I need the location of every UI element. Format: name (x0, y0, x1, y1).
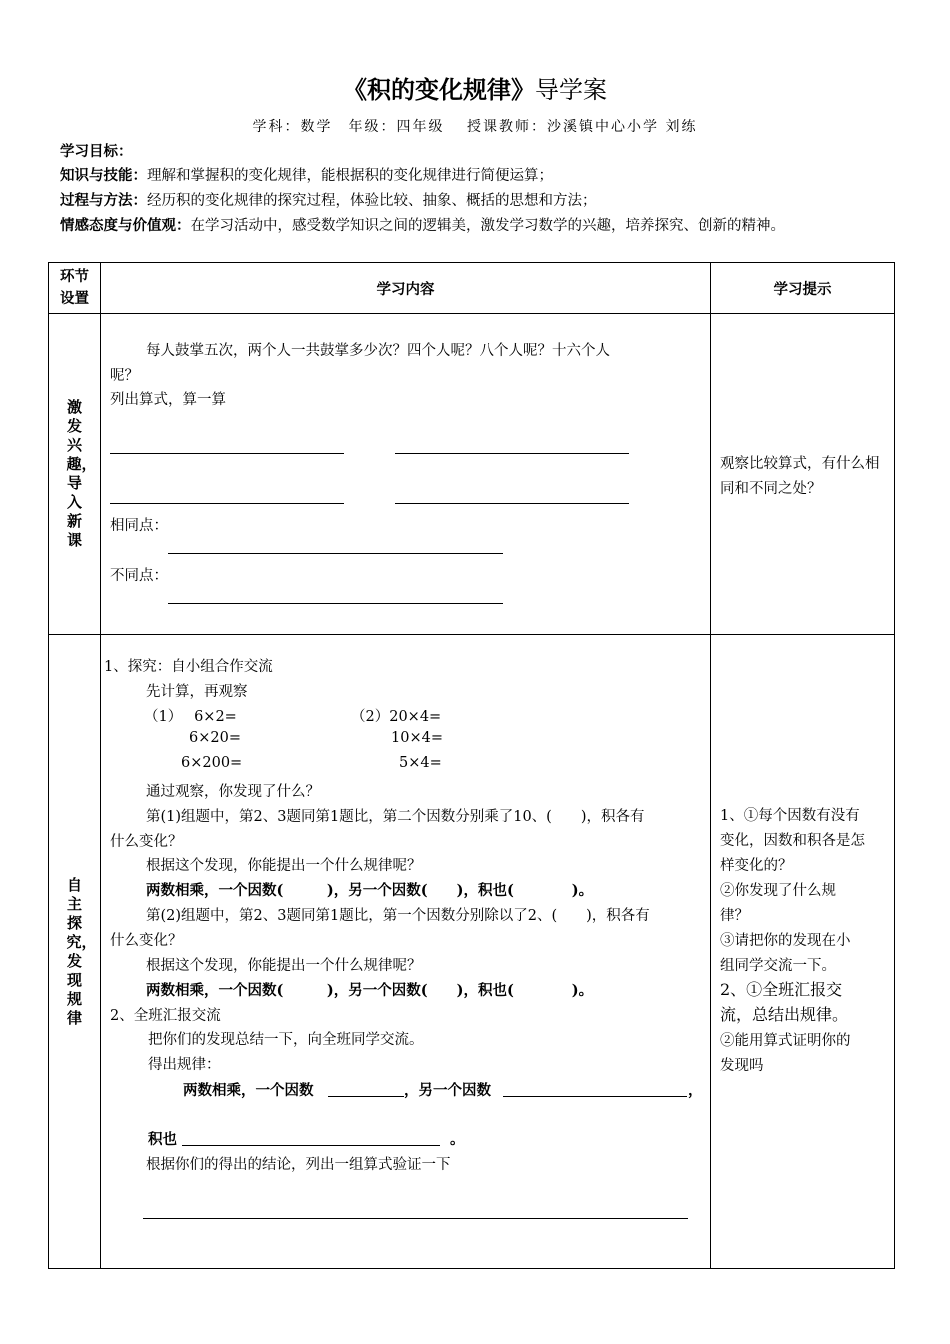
header-section-line2: 设置 (60, 290, 89, 307)
rule-blank[interactable] (182, 1145, 440, 1146)
table-header-row (49, 263, 895, 314)
explore-line: 什么变化？ (110, 834, 183, 850)
section1-instruction: 列出算式，算一算 (110, 392, 226, 408)
hint-line: 1、①每个因数有没有 (720, 808, 860, 824)
rule-b: ，另一个因数 (404, 1082, 491, 1099)
section1-content (101, 314, 711, 635)
verify-blank[interactable] (143, 1218, 688, 1219)
rule-blank[interactable] (503, 1096, 687, 1097)
problem-2-1: （2）20×4= (351, 709, 442, 725)
diff-point-label: 不同点： (110, 568, 168, 584)
section1-label (49, 314, 101, 635)
hint-line: 律？ (720, 908, 749, 924)
page-title (0, 70, 950, 105)
rule-e: 。 (450, 1131, 465, 1148)
section1-question: 每人鼓掌五次，两个人一共鼓掌多少次？四个人呢？八个人呢？十六个人 (146, 343, 610, 359)
problem-1-1: （1） 6×2= (144, 709, 237, 725)
hint-line: 变化，因数和积各是怎 (720, 833, 865, 849)
hint-line: 流，总结出规律。 (720, 1005, 849, 1024)
explore-line: 根据这个发现，你能提出一个什么规律呢？ (146, 858, 422, 874)
rule-a: 两数相乘，一个因数 (183, 1082, 314, 1099)
section1-label-text: 激发兴趣，导入新课 (66, 398, 97, 549)
objective-text: 在学习活动中，感受数学知识之间的逻辑美，激发学习数学的兴趣，培养探究、创新的精神。 (190, 218, 785, 234)
section1-hint: 观察比较算式，有什么相同和不同之处？ (720, 456, 880, 497)
same-point-line[interactable] (168, 553, 503, 554)
explore-line: 先计算，再观察 (146, 684, 248, 700)
explore-line: 根据这个发现，你能提出一个什么规律呢？ (146, 958, 422, 974)
subtitle: 学科：数学 年级：四年级 授课教师：沙溪镇中心小学 刘练 (252, 119, 698, 135)
hint-line: 发现吗 (720, 1058, 764, 1074)
rule-heading: 得出规律： (148, 1057, 221, 1073)
answer-line[interactable] (395, 503, 629, 504)
section2-label-text: 自主探究，发现规律 (66, 875, 97, 1027)
rule-fill-1: 两数相乘，一个因数( )，另一个因数( )，积也( )。 (146, 882, 594, 899)
diff-point-line[interactable] (168, 603, 503, 604)
header-content: 学习内容 (101, 263, 711, 314)
hint-line: ③请把你的发现在小 (720, 933, 851, 949)
same-point-label: 相同点： (110, 518, 168, 534)
hint-line: 组同学交流一下。 (720, 958, 836, 974)
problem-1-3: 6×200= (181, 755, 243, 771)
objective-label: 情感态度与价值观： (60, 217, 191, 234)
problem-1-2: 6×20= (189, 730, 241, 746)
objective-label: 过程与方法： (60, 192, 147, 209)
problem-2-3: 5×4= (399, 755, 442, 771)
report-line: 把你们的发现总结一下，向全班同学交流。 (148, 1032, 424, 1048)
answer-line[interactable] (395, 453, 629, 454)
section2-label (49, 635, 101, 1269)
explore-line: 第(2)组题中，第2、3题同第1题比，第一个因数分别除以了2、( )，积各有 (146, 908, 650, 924)
lesson-table (48, 262, 895, 1269)
objective-text: 经历积的变化规律的探究过程，体验比较、抽象、概括的思想和方法； (147, 193, 597, 209)
verify-line: 根据你们的得出的结论，列出一组算式验证一下 (146, 1157, 451, 1173)
answer-line[interactable] (110, 453, 344, 454)
hint-line: ②你发现了什么规 (720, 883, 836, 899)
objective-label: 知识与技能： (60, 167, 147, 184)
hint-line: ②能用算式证明你的 (720, 1033, 851, 1049)
report-heading: 2、全班汇报交流 (110, 1008, 221, 1024)
objective-attitude (60, 214, 785, 235)
objective-process (60, 189, 597, 210)
rule-fill-2: 两数相乘，一个因数( )，另一个因数( )，积也( )。 (146, 982, 594, 999)
explore-line: 什么变化？ (110, 933, 183, 949)
objective-text: 理解和掌握积的变化规律，能根据积的变化规律进行简便运算； (147, 168, 553, 184)
header-section (49, 263, 101, 314)
hint-line: 样变化的？ (720, 858, 793, 874)
page-title-main: 《积的变化规律》 (343, 75, 535, 104)
page-title-suffix: 导学案 (535, 76, 607, 104)
section2-hint-cell (711, 635, 895, 1269)
rule-c: ， (688, 1082, 703, 1099)
problem-2-2: 10×4= (391, 730, 443, 746)
rule-blank[interactable] (328, 1096, 404, 1097)
answer-line[interactable] (110, 503, 344, 504)
explore-line: 通过观察，你发现了什么？ (146, 784, 320, 800)
header-hint: 学习提示 (711, 263, 895, 314)
hint-line: 2、①全班汇报交 (720, 980, 843, 999)
explore-heading: 1、探究：自小组合作交流 (104, 659, 273, 675)
objective-knowledge (60, 164, 553, 185)
section1-question-cont: 呢？ (110, 368, 139, 384)
header-section-line1: 环节 (60, 268, 89, 285)
objectives-heading: 学习目标： (60, 143, 133, 160)
rule-d: 积也 (148, 1131, 177, 1148)
explore-line: 第(1)组题中，第2、3题同第1题比，第二个因数分别乘了10、( )，积各有 (146, 809, 645, 825)
